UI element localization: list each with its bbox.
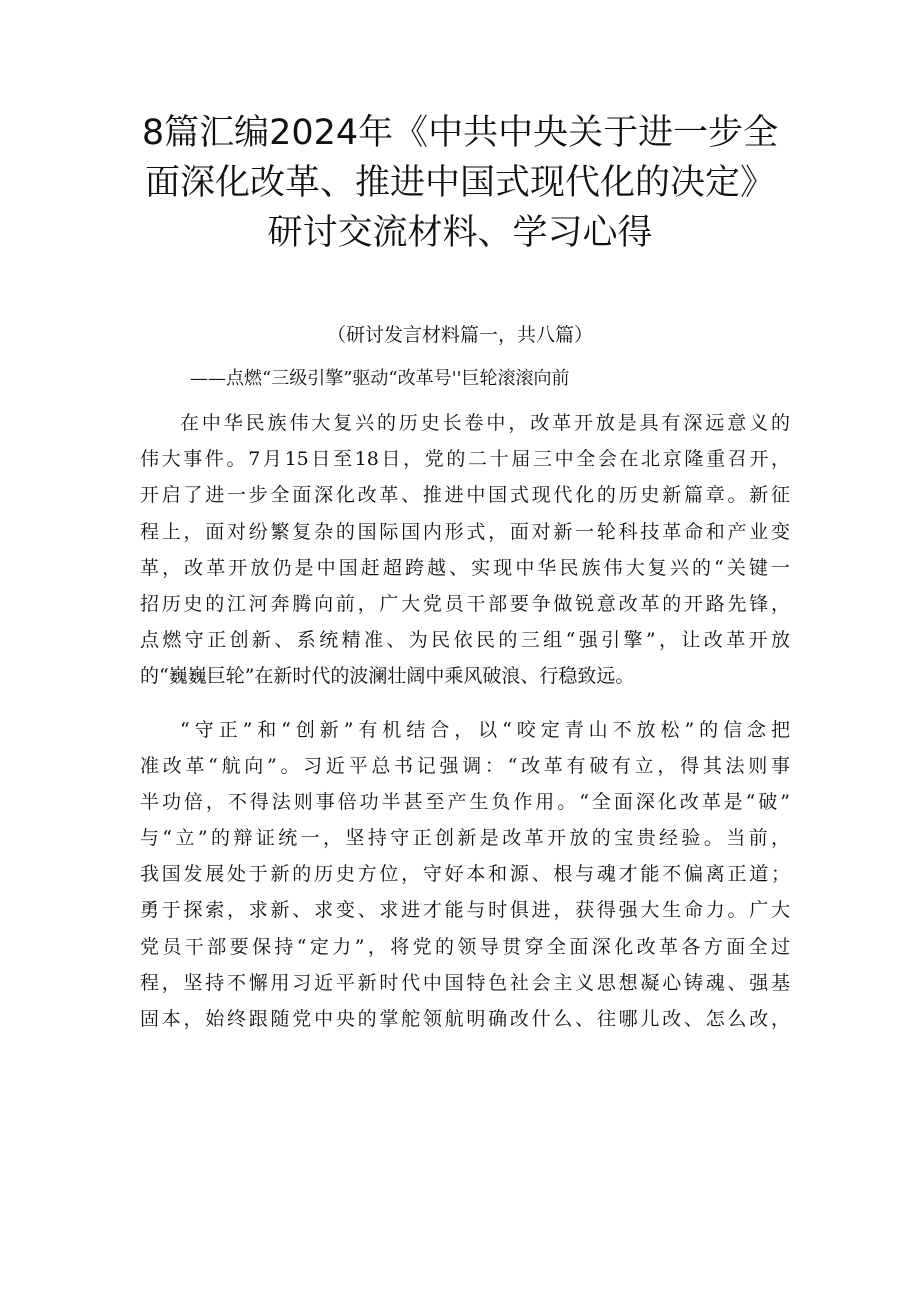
title-line: 研讨交流材料、学习心得 [267, 213, 653, 253]
text-line: 的“巍巍巨轮”在新时代的波澜壮阔中乘风破浪、行稳致远。 [140, 665, 635, 688]
text-line: 伟大事件。7月15日至18日，党的二十届三中全会在北京隆重召开， [140, 448, 790, 471]
text-line: 准改革“航向”。习近平总书记强调：“改革有破有立，得其法则事 [140, 754, 790, 777]
text-line: 勇于探索，求新、求变、求进才能与时俱进，获得强大生命力。广大 [140, 899, 790, 922]
text-line: 革，改革开放仍是中国赶超跨越、实现中华民族伟大复兴的“关键一 [140, 556, 790, 579]
document-title [100, 108, 820, 258]
paragraph-2 [140, 712, 790, 1038]
text-line: “守正”和“创新”有机结合，以“咬定青山不放松”的信念把 [180, 718, 790, 741]
text-line: 党员干部要保持“定力”，将党的领导贯穿全面深化改革各方面全过 [140, 935, 790, 958]
title-line: 8篇汇编2024年《中共中央关于进一步全 [141, 113, 779, 153]
text-line: 固本，始终跟随党中央的掌舵领航明确改什么、往哪儿改、怎么改， [140, 1008, 790, 1030]
text-line: 点燃守正创新、系统精准、为民依民的三组“强引擎”，让改革开放 [140, 629, 790, 652]
text-line: 与“立”的辩证统一，坚持守正创新是改革开放的宝贵经验。当前， [140, 827, 790, 850]
text-line: 半功倍，不得法则事倍功半甚至产生负作用。“全面深化改革是“破” [140, 790, 790, 813]
text-line: 我国发展处于新的历史方位，守好本和源、根与魂才能不偏离正道； [140, 863, 790, 886]
text-line: 招历史的江河奔腾向前，广大党员干部要争做锐意改革的开路先锋， [140, 592, 790, 615]
paragraph-1 [140, 405, 790, 695]
text-line: 在中华民族伟大复兴的历史长卷中，改革开放是具有深远意义的 [180, 412, 790, 434]
text-line: 开启了进一步全面深化改革、推进中国式现代化的历史新篇章。新征 [140, 484, 790, 507]
text-line: 程上，面对纷繁复杂的国际国内形式，面对新一轮科技革命和产业变 [140, 520, 790, 543]
text-line: 程，坚持不懈用习近平新时代中国特色社会主义思想凝心铸魂、强基 [140, 971, 790, 994]
title-line: 面深化改革、推进中国式现代化的决定》 [144, 163, 775, 203]
body-text [140, 405, 790, 1037]
section-heading: （研讨发言材料篇一，共八篇） [326, 324, 593, 346]
subtitle: ——点燃“三级引擎”驱动“改革号''巨轮滚滚向前 [190, 368, 570, 389]
